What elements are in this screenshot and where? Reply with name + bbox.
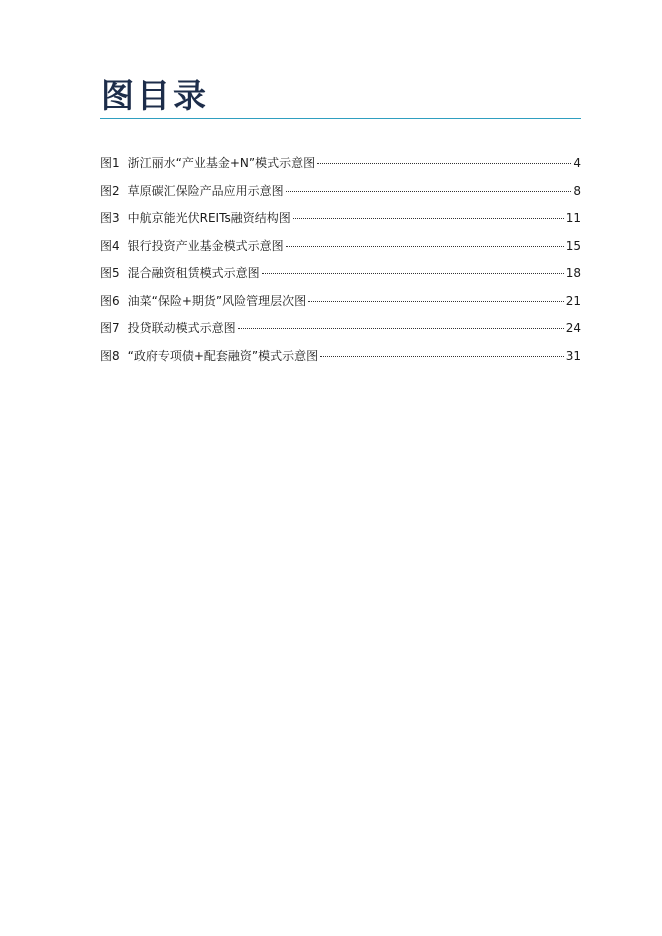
page-number: 4 [573,156,581,170]
title-divider [100,118,581,119]
page-number: 31 [565,348,581,363]
figure-number: 图6 [100,293,120,308]
dot-leader [293,218,564,219]
figure-number: 图8 [100,348,120,363]
figure-caption: 混合融资租赁模式示意图 [127,266,260,280]
page-number: 15 [565,238,581,253]
toc-entry-1[interactable] [100,150,581,178]
page-title: 图目录 [101,76,209,115]
page-number: 18 [565,266,581,280]
dot-leader [262,273,564,274]
dot-leader [238,328,564,329]
figure-caption: 油菜“保险+期货”风险管理层次图 [127,293,307,308]
dot-leader [286,246,564,247]
dot-leader [317,163,571,164]
figure-list [100,150,581,370]
page-number: 24 [565,321,581,335]
dot-leader [320,356,564,357]
figure-number: 图2 [100,183,120,198]
figure-caption: 银行投资产业基金模式示意图 [127,238,284,253]
figure-caption: 浙江丽水“产业基金+N”模式示意图 [127,156,316,170]
dot-leader [308,301,564,302]
figure-number: 图3 [100,211,120,225]
figure-caption: 投贷联动模式示意图 [127,321,236,335]
figure-caption: 草原碳汇保险产品应用示意图 [127,183,284,198]
figure-caption: 中航京能光伏REITs融资结构图 [127,211,291,225]
page-number: 8 [573,183,581,198]
figure-number: 图4 [100,238,120,253]
toc-entry-2[interactable] [100,178,581,206]
toc-entry-3[interactable] [100,205,581,233]
toc-entry-8[interactable] [100,343,581,371]
figure-number: 图5 [100,266,120,280]
page-number: 21 [565,293,581,308]
toc-entry-5[interactable] [100,260,581,288]
page-number: 11 [565,211,581,225]
toc-entry-7[interactable] [100,315,581,343]
figure-number: 图1 [100,156,120,170]
figure-number: 图7 [100,321,120,335]
toc-entry-6[interactable] [100,288,581,316]
dot-leader [286,191,572,192]
toc-entry-4[interactable] [100,233,581,261]
figure-caption: “政府专项债+配套融资”模式示意图 [127,348,319,363]
